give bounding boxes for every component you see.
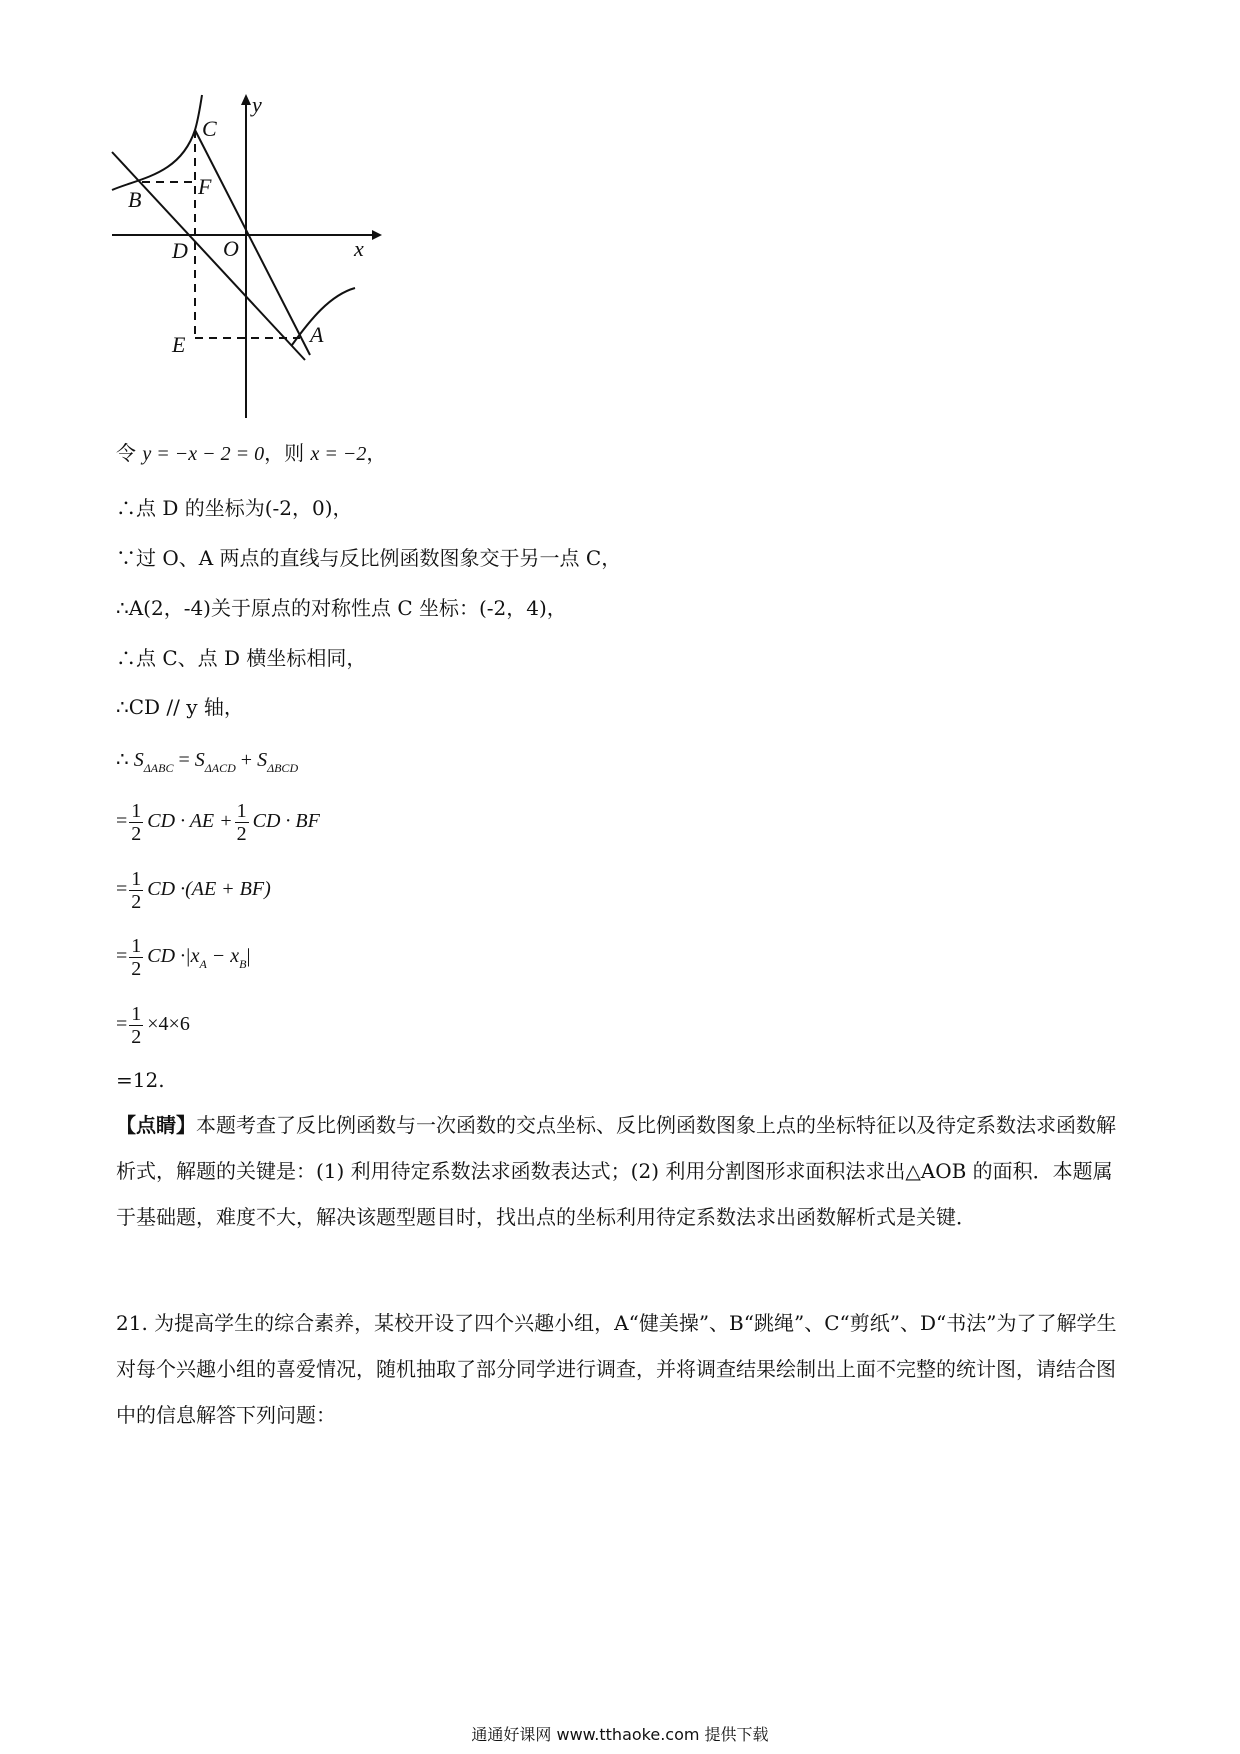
- line-CA: [195, 130, 310, 355]
- label-E: E: [172, 332, 186, 357]
- abs-bar: |: [246, 945, 251, 968]
- step5-product: ×4×6: [147, 1013, 190, 1036]
- sub-bcd: ΔBCD: [267, 761, 299, 775]
- solution-line-1: [116, 438, 386, 469]
- x-axis-arrow-icon: [372, 230, 382, 240]
- step2-part-a: CD · AE +: [147, 810, 233, 833]
- equation-step-5: [116, 1003, 190, 1048]
- solution-line-3: ∵过 O、A 两点的直线与反比例函数图象交于另一点 C，: [116, 546, 622, 570]
- label-O: O: [223, 236, 239, 261]
- text-let: 令: [116, 441, 143, 465]
- comment-tag: 【点睛】: [116, 1113, 196, 1137]
- hyperbola-upper-branch: [112, 95, 202, 190]
- label-y: y: [252, 92, 262, 117]
- fraction-half: $\frac{1}{2}$: [131, 800, 142, 845]
- label-D: D: [172, 238, 188, 263]
- plus: +: [240, 749, 253, 771]
- fraction-half: $\frac{1}{2}$: [131, 935, 142, 980]
- y-axis-arrow-icon: [241, 94, 251, 105]
- s-symbol: S: [257, 749, 268, 771]
- coordinate-figure: [110, 90, 430, 420]
- equals: =: [116, 810, 128, 833]
- equation-result: =12.: [116, 1068, 165, 1092]
- step4-minus: − x: [206, 945, 240, 968]
- solution-line-5: ∴点 C、点 D 横坐标相同，: [116, 646, 367, 670]
- sub-a: A: [199, 957, 207, 972]
- step4-cd: CD ·|x: [147, 945, 200, 968]
- label-F: F: [198, 174, 212, 199]
- equation-step-3: [116, 868, 271, 913]
- equals: =: [116, 878, 128, 901]
- comment-text: 本题考查了反比例函数与一次函数的交点坐标、反比例函数图象上点的坐标特征以及待定系数法求函数解析式，解题的关键是：(1) 利用待定系数法求函数表达式；(2) 利用分割图形求面积法求出△AOB 的面积．本题属于基础题，难度不大，解决该题型题目时，找出点的坐标利用待定系数法求出函数解析式是关键．: [116, 1113, 1116, 1229]
- equation-step-2: [116, 800, 320, 845]
- solution-line-4: ∴A(2，-4)关于原点的对称性点 C 坐标：(-2，4)，: [116, 596, 567, 620]
- fraction-half: $\frac{1}{2}$: [131, 1003, 142, 1048]
- question-21: 21. 为提高学生的综合素养，某校开设了四个兴趣小组，A“健美操”、B“跳绳”、C“剪纸”、D“书法”为了了解学生对每个兴趣小组的喜爱情况，随机抽取了部分同学进行调查，并将调查结果绘制出上面不完整的统计图，请结合图中的信息解答下列问题：: [116, 1311, 1117, 1427]
- solution-line-6: ∴CD // y 轴，: [116, 695, 244, 719]
- sub-b: B: [239, 957, 247, 972]
- solution-line-2: ∴点 D 的坐标为(-2，0)，: [116, 496, 353, 520]
- sub-acd: ΔACD: [204, 761, 236, 775]
- footer-text: 通通好课网 www.tthaoke.com 提供下载: [471, 1725, 769, 1744]
- label-B: B: [128, 187, 142, 212]
- therefore-symbol: ∴: [116, 749, 129, 771]
- equation-y: y = −x − 2 = 0: [142, 443, 265, 465]
- equals: =: [116, 945, 128, 968]
- step2-part-b: CD · BF: [252, 810, 320, 833]
- label-C: C: [202, 116, 217, 141]
- sub-abc: ΔABC: [143, 761, 174, 775]
- step3-expression: CD ·(AE + BF): [147, 878, 271, 901]
- comment-paragraph: [116, 1102, 1126, 1240]
- equals: =: [116, 1013, 128, 1036]
- fraction-half: $\frac{1}{2}$: [131, 868, 142, 913]
- text-then: ，则: [264, 441, 311, 465]
- equation-step-4: [116, 935, 251, 980]
- s-symbol: S: [194, 749, 205, 771]
- text-comma: ，: [366, 441, 387, 465]
- label-x: x: [354, 236, 364, 261]
- area-sum-equation: [116, 745, 298, 777]
- equals: =: [178, 749, 190, 771]
- s-symbol: S: [133, 749, 144, 771]
- fraction-half: $\frac{1}{2}$: [236, 800, 247, 845]
- equation-x: x = −2: [310, 443, 367, 465]
- label-A: A: [310, 322, 324, 347]
